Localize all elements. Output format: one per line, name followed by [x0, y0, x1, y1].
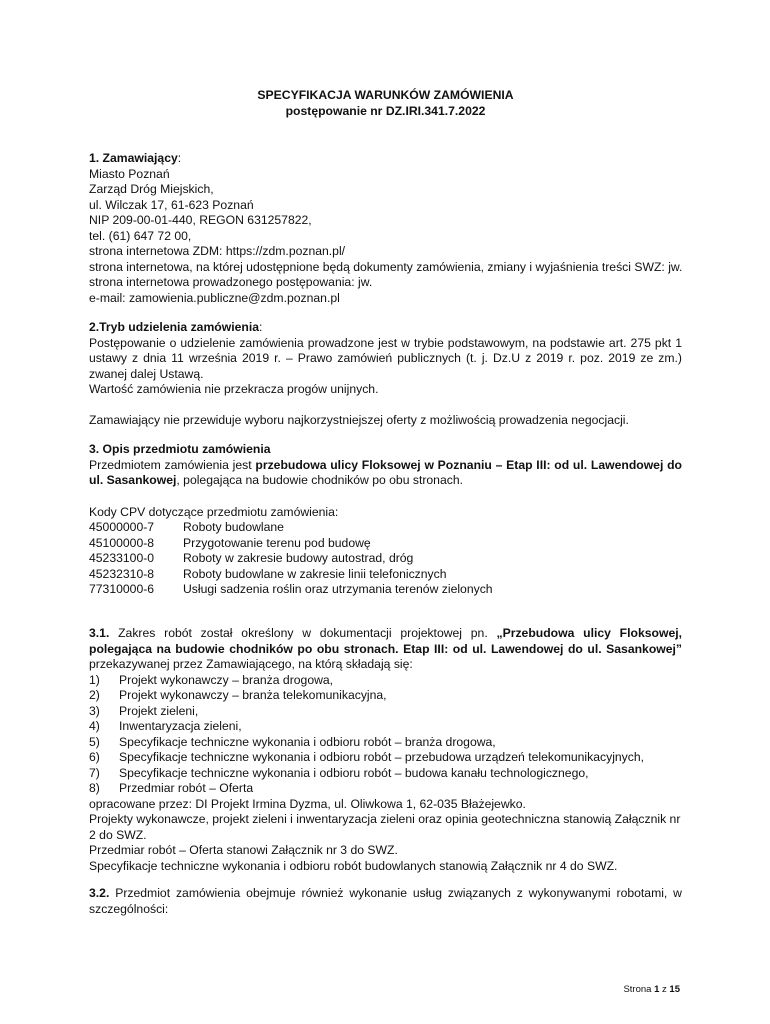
list-number: 2) — [89, 688, 100, 702]
document-title: SPECYFIKACJA WARUNKÓW ZAMÓWIENIA — [257, 88, 514, 102]
list-item — [89, 673, 682, 689]
list-number: 3) — [89, 703, 100, 718]
value-paragraph: Wartość zamówienia nie przekracza progów unijnych. — [89, 382, 379, 396]
list-item — [89, 688, 682, 704]
contact-line: Zarząd Dróg Miejskich, — [89, 182, 214, 196]
section-2-colon: : — [259, 320, 263, 334]
cpv-code: 77310000-6 — [89, 582, 155, 596]
section-2 — [89, 320, 682, 428]
services-paragraph — [89, 886, 682, 917]
list-text: Projekt zieleni, — [119, 703, 199, 718]
contact-line: NIP 209-00-01-440, REGON 631257822, — [89, 213, 312, 227]
cpv-desc: Roboty budowlane — [183, 520, 284, 534]
section-3-heading: 3. Opis przedmiotu zamówienia — [89, 442, 271, 456]
contact-line: strona internetowa, na której udostępnione będą dokumenty zamówienia, zmiany i wyjaśnienia treści SWZ: jw. — [89, 259, 683, 274]
cpv-code: 45233100-0 — [89, 551, 155, 565]
list-item — [89, 719, 682, 735]
scope-paragraph — [89, 626, 682, 673]
list-item — [89, 750, 682, 766]
list-number: 8) — [89, 781, 100, 795]
section-1-colon: : — [177, 151, 182, 165]
attachment-2-paragraph: Projekty wykonawcze, projekt zieleni i inwentaryzacja zieleni oraz opinia geotechniczna stanowią Załącznik nr 2 do SWZ. — [89, 812, 681, 842]
cpv-row — [89, 582, 682, 598]
cpv-code: 45100000-8 — [89, 535, 155, 550]
contact-line: e-mail: zamowienia.publiczne@zdm.poznan.pl — [89, 290, 340, 305]
cpv-code: 45232310-8 — [89, 566, 155, 581]
scope-text-end: przekazywanej przez Zamawiającego, na którą składają się: — [89, 657, 413, 671]
section-3-2 — [89, 886, 682, 917]
section-1-heading: 1. Zamawiający — [89, 151, 178, 165]
subject-text-end: , polegająca na budowie chodników po obu stronach. — [176, 473, 463, 487]
list-number: 1) — [89, 672, 100, 687]
page-number — [623, 982, 680, 998]
list-text: Inwentaryzacja zieleni, — [119, 719, 242, 733]
attachment-3-line: Przedmiar robót – Oferta stanowi Załącznik nr 3 do SWZ. — [89, 843, 398, 857]
contact-line: strona internetowa ZDM: https://zdm.poznan.pl/ — [89, 244, 346, 258]
author-line: opracowane przez: DI Projekt Irmina Dyzma, ul. Oliwkowa 1, 62-035 Błażejewko. — [89, 796, 526, 811]
contact-line: strona internetowa prowadzonego postępowania: jw. — [89, 275, 373, 289]
cpv-intro: Kody CPV dotyczące przedmiotu zamówienia: — [89, 504, 339, 519]
list-text: Specyfikacje techniczne wykonania i odbioru robót – przebudowa urządzeń telekomunikacyjnych, — [119, 750, 645, 764]
section-1 — [89, 151, 682, 306]
list-number: 5) — [89, 734, 100, 749]
negotiation-paragraph: Zamawiający nie przewiduje wyboru najkorzystniejszej oferty z możliwością prowadzenia negocjacji. — [89, 412, 629, 427]
list-text: Specyfikacje techniczne wykonania i odbioru robót – branża drogowa, — [119, 734, 496, 749]
cpv-row — [89, 520, 682, 536]
contact-line: Miasto Poznań — [89, 166, 170, 181]
list-item — [89, 781, 682, 797]
scope-text: Zakres robót został określony w dokumentacji projektowej pn. — [109, 626, 497, 640]
subject-text: Przedmiotem zamówienia jest — [89, 457, 256, 472]
page-total: 15 — [669, 984, 680, 995]
page-of: z — [659, 984, 670, 995]
attachment-4-line: Specyfikacje techniczne wykonania i odbioru robót budowlanych stanowią Załącznik nr 4 do SWZ. — [89, 858, 618, 873]
cpv-desc: Roboty budowlane w zakresie linii telefonicznych — [183, 566, 447, 581]
cpv-desc: Przygotowanie terenu pod budowę — [183, 535, 371, 550]
list-text: Projekt wykonawczy – branża telekomunikacyjna, — [119, 688, 387, 702]
services-text: Przedmiot zamówienia obejmuje również wykonanie usług związanych z wykonywanymi robotami, w szczególności: — [89, 886, 682, 916]
section-3 — [89, 442, 682, 598]
subject-paragraph — [89, 458, 682, 489]
list-text: Przedmiar robót – Oferta — [119, 781, 254, 795]
list-number: 4) — [89, 719, 100, 733]
page-label: Strona — [623, 984, 655, 995]
list-text: Projekt wykonawczy – branża drogowa, — [119, 672, 334, 687]
list-text: Specyfikacje techniczne wykonania i odbioru robót – budowa kanału technologicznego, — [119, 765, 589, 780]
cpv-desc: Roboty w zakresie budowy autostrad, dróg — [183, 551, 414, 565]
contact-line: tel. (61) 647 72 00, — [89, 228, 192, 243]
list-number: 7) — [89, 765, 100, 780]
scope-project-title: „Przebudowa ulicy Floksowej, polegająca na budowie chodników po obu stronach. Etap III: od ul. Lawendowej do ul. Sasankowej” — [89, 626, 682, 656]
cpv-row — [89, 567, 682, 583]
list-item — [89, 704, 682, 720]
document-subtitle: postępowanie nr DZ.IRI.341.7.2022 — [285, 104, 486, 118]
cpv-desc: Usługi sadzenia roślin oraz utrzymania terenów zielonych — [183, 582, 493, 596]
cpv-code: 45000000-7 — [89, 520, 155, 534]
procedure-paragraph: Postępowanie o udzielenie zamówienia prowadzone jest w trybie podstawowym, na podstawie art. 275 pkt 1 ustawy z dnia 11 września 2019 r. – Prawo zamówień publicznych (t. j. Dz.U z 2019 r. poz. 2019 ze zm.) zwanej dalej Ustawą. — [89, 335, 682, 381]
section-2-heading: 2.Tryb udzielenia zamówienia — [89, 320, 259, 334]
list-number: 6) — [89, 750, 100, 764]
contact-line: ul. Wilczak 17, 61-623 Poznań — [89, 197, 254, 212]
cpv-row — [89, 551, 682, 567]
section-3-1-number: 3.1. — [89, 626, 110, 640]
page-current: 1 — [654, 984, 660, 995]
list-item — [89, 735, 682, 751]
list-item — [89, 766, 682, 782]
section-3-2-number: 3.2. — [89, 886, 110, 900]
section-3-1 — [89, 626, 682, 874]
subject-bold-text: przebudowa ulicy Floksowej w Poznaniu – Etap III: od ul. Lawendowej do ul. Sasankowej — [89, 457, 682, 487]
cpv-row — [89, 536, 682, 552]
